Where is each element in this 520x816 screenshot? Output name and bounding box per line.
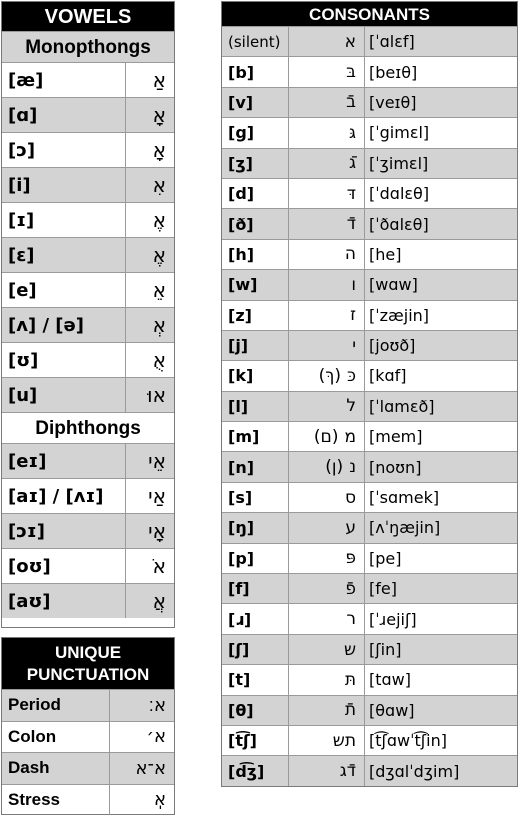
consonant-name: [mem] xyxy=(369,427,423,447)
consonant-ipa: [g] xyxy=(222,118,289,147)
consonant-ipa: [t͡ʃ] xyxy=(222,726,289,755)
consonant-row xyxy=(222,87,517,117)
consonant-hebrew xyxy=(289,513,365,542)
diphthong-ipa: [aʊ] xyxy=(2,584,126,618)
vowel-hebrew: אָ xyxy=(152,103,166,127)
consonant-name: [kɑf] xyxy=(369,366,407,386)
vowels-title: VOWELS xyxy=(2,2,174,31)
consonant-hebrew xyxy=(289,301,365,330)
consonant-row xyxy=(222,634,517,664)
consonant-hebrew xyxy=(289,57,365,86)
consonant-letter: גּ xyxy=(348,122,356,143)
consonants-title: CONSONANTS xyxy=(222,2,517,26)
consonant-letter: כּ xyxy=(347,365,356,386)
consonant-name: [ˈɹejiʃ] xyxy=(369,609,417,629)
consonant-hebrew xyxy=(289,665,365,694)
diphthong-ipa: [ɔɪ] xyxy=(2,514,126,548)
consonant-row xyxy=(222,269,517,299)
vowel-ipa: [ɔ] xyxy=(2,133,126,167)
consonant-letter: י xyxy=(352,335,356,356)
consonant-name: [beɪθ] xyxy=(369,62,418,82)
diphthong-hebrew: אָי xyxy=(148,519,166,543)
vowel-row xyxy=(2,62,174,97)
consonant-letter: ו xyxy=(351,274,356,295)
consonant-name: [ˈɑlɛf] xyxy=(369,32,415,52)
consonant-ipa: [n] xyxy=(222,452,289,481)
vowel-ipa: [i] xyxy=(2,168,126,202)
consonant-hebrew xyxy=(289,361,365,390)
consonant-hebrew xyxy=(289,574,365,603)
diphthong-row xyxy=(2,513,174,548)
consonant-ipa: [d͡ʒ] xyxy=(222,756,289,785)
consonant-hebrew xyxy=(289,544,365,573)
consonant-ipa: [m] xyxy=(222,422,289,451)
consonant-name: [joʊð] xyxy=(369,336,416,356)
consonant-ipa: [ŋ] xyxy=(222,513,289,542)
consonant-row xyxy=(222,360,517,390)
consonant-final-form: (ם) xyxy=(313,426,339,447)
consonant-letter: דֿג xyxy=(339,761,356,782)
vowel-row xyxy=(2,307,174,342)
consonant-letter: א xyxy=(344,31,356,52)
consonant-name: [t͡ʃɑwˈt͡ʃin] xyxy=(369,731,448,751)
consonant-hebrew xyxy=(289,27,365,56)
vowel-ipa: [ɪ] xyxy=(2,203,126,237)
consonant-name: [dʒɑlˈdʒim] xyxy=(369,761,460,781)
vowel-row xyxy=(2,167,174,202)
consonant-letter: תש xyxy=(332,730,356,751)
consonant-ipa: [w] xyxy=(222,270,289,299)
consonant-letter: פֿ xyxy=(345,578,356,599)
consonant-hebrew xyxy=(289,118,365,147)
consonant-hebrew xyxy=(289,179,365,208)
consonant-row xyxy=(222,26,517,56)
consonant-ipa: [h] xyxy=(222,240,289,269)
consonant-hebrew xyxy=(289,392,365,421)
consonant-name: [ˈgimɛl] xyxy=(369,123,430,143)
consonant-letter: דּ xyxy=(346,183,356,204)
consonant-row xyxy=(222,300,517,330)
diphthong-row xyxy=(2,443,174,478)
vowel-hebrew: אְ xyxy=(152,313,166,337)
vowel-hebrew: אֶ xyxy=(152,243,166,267)
consonant-row xyxy=(222,148,517,178)
consonant-letter: ס xyxy=(344,487,356,508)
diphthong-row xyxy=(2,478,174,513)
vowel-hebrew: אֵ xyxy=(152,278,166,302)
consonant-hebrew xyxy=(289,635,365,664)
consonant-ipa: [s] xyxy=(222,483,289,512)
vowel-ipa: [ɑ] xyxy=(2,98,126,132)
consonant-hebrew xyxy=(289,604,365,633)
punctuation-row xyxy=(2,689,174,721)
consonant-hebrew xyxy=(289,452,365,481)
consonant-row xyxy=(222,573,517,603)
consonant-ipa: [k] xyxy=(222,361,289,390)
consonant-row xyxy=(222,178,517,208)
consonant-row xyxy=(222,391,517,421)
vowel-row xyxy=(2,202,174,237)
vowel-hebrew: אֻ xyxy=(152,348,166,372)
consonants-table xyxy=(221,1,518,787)
diphthong-ipa: [eɪ] xyxy=(2,444,126,478)
consonant-row xyxy=(222,117,517,147)
consonant-letter: ל xyxy=(346,396,356,417)
vowels-table xyxy=(1,1,175,628)
punctuation-row xyxy=(2,752,174,784)
vowel-ipa: [æ] xyxy=(2,63,126,97)
punctuation-name: Period xyxy=(2,690,110,721)
consonant-ipa: [θ] xyxy=(222,696,289,725)
consonant-letter: גֿ xyxy=(348,153,356,174)
punctuation-hebrew: א׳ xyxy=(146,726,166,748)
consonant-ipa: [p] xyxy=(222,544,289,573)
vowel-hebrew: אֶ xyxy=(152,208,166,232)
consonant-letter: פּ xyxy=(345,548,356,569)
consonant-letter: ר xyxy=(346,609,356,630)
consonant-ipa: [j] xyxy=(222,331,289,360)
consonant-letter: ז xyxy=(350,305,356,326)
punctuation-name: Dash xyxy=(2,753,110,784)
consonant-row xyxy=(222,421,517,451)
vowel-row xyxy=(2,237,174,272)
consonant-name: [he] xyxy=(369,244,402,264)
consonant-name: [ʃin] xyxy=(369,640,402,659)
consonant-ipa: [t] xyxy=(222,665,289,694)
consonant-ipa: [v] xyxy=(222,88,289,117)
consonant-name: [tɑw] xyxy=(369,670,411,690)
diphthong-hebrew: אֲ xyxy=(152,589,166,613)
vowel-hebrew: אָ xyxy=(152,138,166,162)
consonant-letter: ע xyxy=(345,517,356,538)
vowel-ipa: [ʊ] xyxy=(2,343,126,377)
vowel-row xyxy=(2,272,174,307)
consonant-row xyxy=(222,451,517,481)
consonant-row xyxy=(222,482,517,512)
consonant-row xyxy=(222,56,517,86)
vowel-hebrew: אִ xyxy=(152,173,166,197)
consonant-row xyxy=(222,330,517,360)
consonant-hebrew xyxy=(289,270,365,299)
vowel-row xyxy=(2,97,174,132)
consonant-hebrew xyxy=(289,240,365,269)
consonant-hebrew xyxy=(289,696,365,725)
consonant-name: [pe] xyxy=(369,548,402,568)
consonant-name: [ˈdɑlɛθ] xyxy=(369,184,430,204)
consonant-ipa: [l] xyxy=(222,392,289,421)
consonant-ipa: [z] xyxy=(222,301,289,330)
punctuation-title-line2: PUNCTUATION xyxy=(26,664,150,684)
consonant-row xyxy=(222,512,517,542)
consonant-name: [wɑw] xyxy=(369,275,418,295)
punctuation-row xyxy=(2,721,174,753)
vowel-ipa: [ɛ] xyxy=(2,238,126,272)
consonant-hebrew xyxy=(289,422,365,451)
consonant-name: [fe] xyxy=(369,579,397,599)
punctuation-table xyxy=(1,637,175,815)
consonant-row xyxy=(222,664,517,694)
consonant-name: [ˈsɑmek] xyxy=(369,488,440,508)
diphthong-row xyxy=(2,583,174,618)
diphthong-hebrew: אֵי xyxy=(148,449,166,473)
diphthong-ipa: [aɪ] / [ʌɪ] xyxy=(2,479,126,513)
consonant-hebrew xyxy=(289,483,365,512)
vowel-row xyxy=(2,342,174,377)
consonant-name: [ˈʒimɛl] xyxy=(369,153,429,173)
consonant-row xyxy=(222,725,517,755)
consonant-hebrew xyxy=(289,726,365,755)
punctuation-hebrew: אֽ xyxy=(153,789,166,811)
diphthongs-heading: Diphthongs xyxy=(2,412,174,443)
consonant-letter: בֿ xyxy=(346,92,356,113)
consonant-row xyxy=(222,239,517,269)
punctuation-hebrew: א׃ xyxy=(148,694,166,716)
vowel-ipa: [e] xyxy=(2,273,126,307)
consonant-row xyxy=(222,603,517,633)
consonant-final-form: (ךּ) xyxy=(318,365,341,386)
consonant-hebrew xyxy=(289,331,365,360)
consonant-ipa: (silent) xyxy=(222,27,289,56)
consonant-letter: דֿ xyxy=(346,214,356,235)
consonant-hebrew xyxy=(289,756,365,785)
punctuation-name: Stress xyxy=(2,785,110,816)
consonant-letter: תּ xyxy=(344,669,356,690)
vowel-row xyxy=(2,377,174,412)
vowel-row xyxy=(2,132,174,167)
consonant-ipa: [d] xyxy=(222,179,289,208)
consonant-name: [veɪθ] xyxy=(369,92,417,112)
consonant-letter: בּ xyxy=(346,62,356,83)
punctuation-title xyxy=(2,638,174,689)
consonant-row xyxy=(222,208,517,238)
consonant-letter: תֿ xyxy=(344,700,356,721)
consonant-ipa: [ʃ] xyxy=(222,635,289,664)
consonant-name: [noʊn] xyxy=(369,457,422,477)
consonant-letter: ש xyxy=(343,639,356,660)
consonant-hebrew xyxy=(289,149,365,178)
consonant-ipa: [ð] xyxy=(222,209,289,238)
vowel-ipa: [ʌ] / [ə] xyxy=(2,308,126,342)
punctuation-hebrew: א־א xyxy=(135,757,166,779)
consonant-name: [ˈðɑlɛθ] xyxy=(369,214,429,234)
punctuation-title-line1: UNIQUE xyxy=(54,642,122,662)
consonant-hebrew xyxy=(289,209,365,238)
vowel-ipa: [u] xyxy=(2,378,126,412)
consonant-row xyxy=(222,695,517,725)
consonant-name: [ˈlɑmɛð] xyxy=(369,396,435,416)
diphthong-hebrew: אַי xyxy=(148,484,166,508)
consonant-ipa: [ʒ] xyxy=(222,149,289,178)
vowel-hebrew: אוּ xyxy=(147,383,166,407)
diphthong-row xyxy=(2,548,174,583)
punctuation-row xyxy=(2,784,174,816)
vowel-hebrew: אַ xyxy=(152,68,166,92)
punctuation-name: Colon xyxy=(2,722,110,753)
consonant-hebrew xyxy=(289,88,365,117)
diphthong-hebrew: אֹ xyxy=(152,554,166,578)
consonant-name: [ʌˈŋæjin] xyxy=(369,518,441,538)
diphthong-ipa: [oʊ] xyxy=(2,549,126,583)
consonant-ipa: [f] xyxy=(222,574,289,603)
consonant-ipa: [ɹ] xyxy=(222,604,289,633)
consonant-name: [θɑw] xyxy=(369,700,415,720)
consonant-name: [ˈzæjin] xyxy=(369,305,430,325)
monophthongs-heading: Monopthongs xyxy=(2,31,174,62)
consonant-letter: ה xyxy=(344,244,356,265)
consonant-letter: מ xyxy=(344,426,356,447)
consonant-letter: נ xyxy=(349,457,356,478)
consonant-row xyxy=(222,755,517,785)
consonant-final-form: (ן) xyxy=(325,457,344,478)
consonant-ipa: [b] xyxy=(222,57,289,86)
consonant-row xyxy=(222,543,517,573)
